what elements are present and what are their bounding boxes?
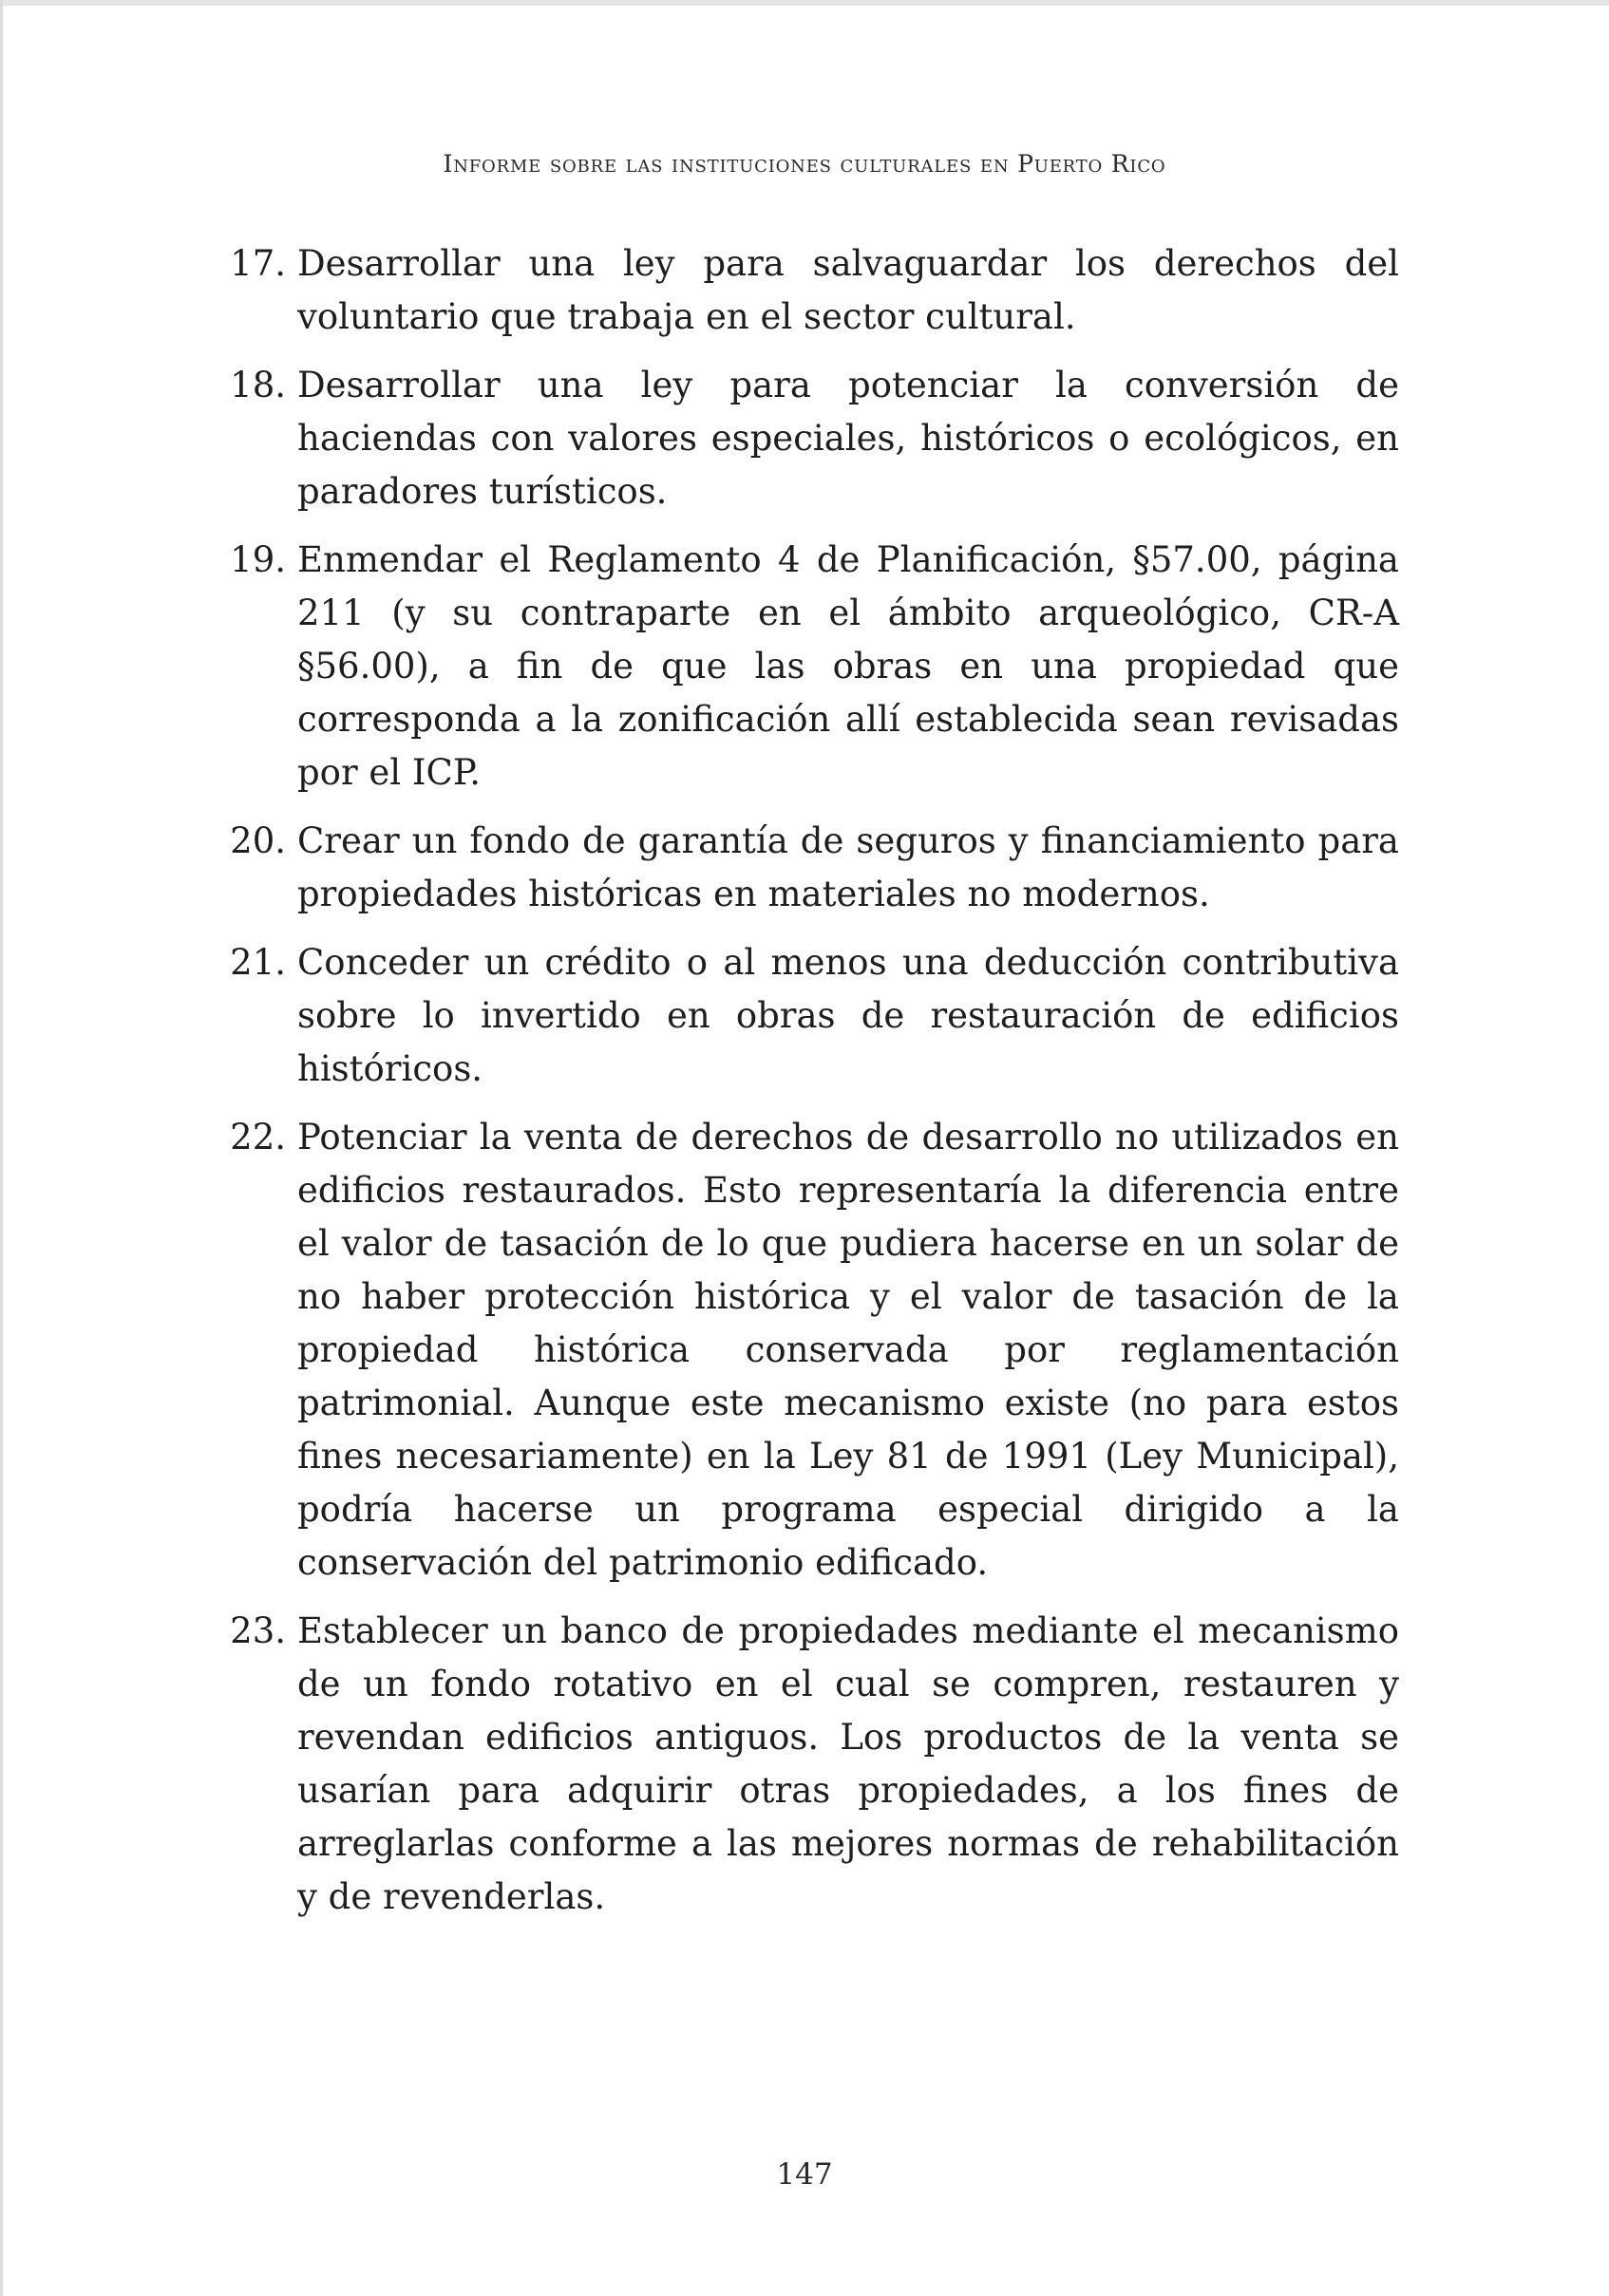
list-item	[176, 534, 1410, 800]
item-number: 20.	[230, 820, 286, 861]
list-item	[176, 1605, 1410, 1924]
list-item	[176, 815, 1410, 921]
item-number: 17.	[230, 243, 286, 284]
item-number: 19.	[230, 539, 286, 580]
item-text: Conceder un crédito o al menos una deducción contributiva sobre lo invertido en obras de restauración de edificios históricos.	[297, 942, 1399, 1089]
item-text: Potenciar la venta de derechos de desarrollo no utilizados en edificios restaurados. Esto representaría la diferencia entre el valor de tasación de lo que pudiera hacerse en un solar de no haber protección histórica y el valor de tasación de la propiedad histórica conservada por reglamentación patrimonial. Aunque este mecanismo existe (no para estos fines necesariamente) en la Ley 81 de 1991 (Ley Municipal), podría hacerse un programa especial dirigido a la conservación del patrimonio edificado.	[297, 1117, 1399, 1583]
scan-left-edge	[0, 0, 3, 2296]
item-text: Enmendar el Reglamento 4 de Planificación, §57.00, página 211 (y su contraparte en el ámbito arqueológico, CR-A §56.00), a fin de que las obras en una propiedad que corresponda a la zonificación allí establecida sean revisadas por el ICP.	[297, 539, 1399, 793]
list-item	[176, 936, 1410, 1096]
recommendations-list	[176, 237, 1410, 1939]
list-item	[176, 237, 1410, 344]
item-number: 18.	[230, 365, 286, 405]
scan-top-edge	[0, 0, 1609, 6]
running-header	[0, 150, 1609, 178]
item-number: 23.	[230, 1610, 286, 1651]
running-header-title: Informe sobre las instituciones culturales en Puerto Rico	[443, 150, 1166, 178]
item-text: Desarrollar una ley para salvaguardar los derechos del voluntario que trabaja en el sector cultural.	[297, 243, 1399, 337]
list-item	[176, 1111, 1410, 1590]
item-text: Establecer un banco de propiedades mediante el mecanismo de un fondo rotativo en el cual se compren, restauren y revendan edificios antiguos. Los productos de la venta se usarían para adquirir otras propiedades, a los fines de arreglarlas conforme a las mejores normas de rehabilitación y de revenderlas.	[297, 1610, 1399, 1917]
list-item	[176, 359, 1410, 518]
item-number: 22.	[230, 1117, 286, 1157]
item-text: Desarrollar una ley para potenciar la conversión de haciendas con valores especiales, históricos o ecológicos, en paradores turísticos.	[297, 365, 1399, 512]
item-number: 21.	[230, 942, 286, 983]
item-text: Crear un fondo de garantía de seguros y financiamiento para propiedades históricas en materiales no modernos.	[297, 820, 1399, 914]
page-number: 147	[776, 2157, 833, 2192]
